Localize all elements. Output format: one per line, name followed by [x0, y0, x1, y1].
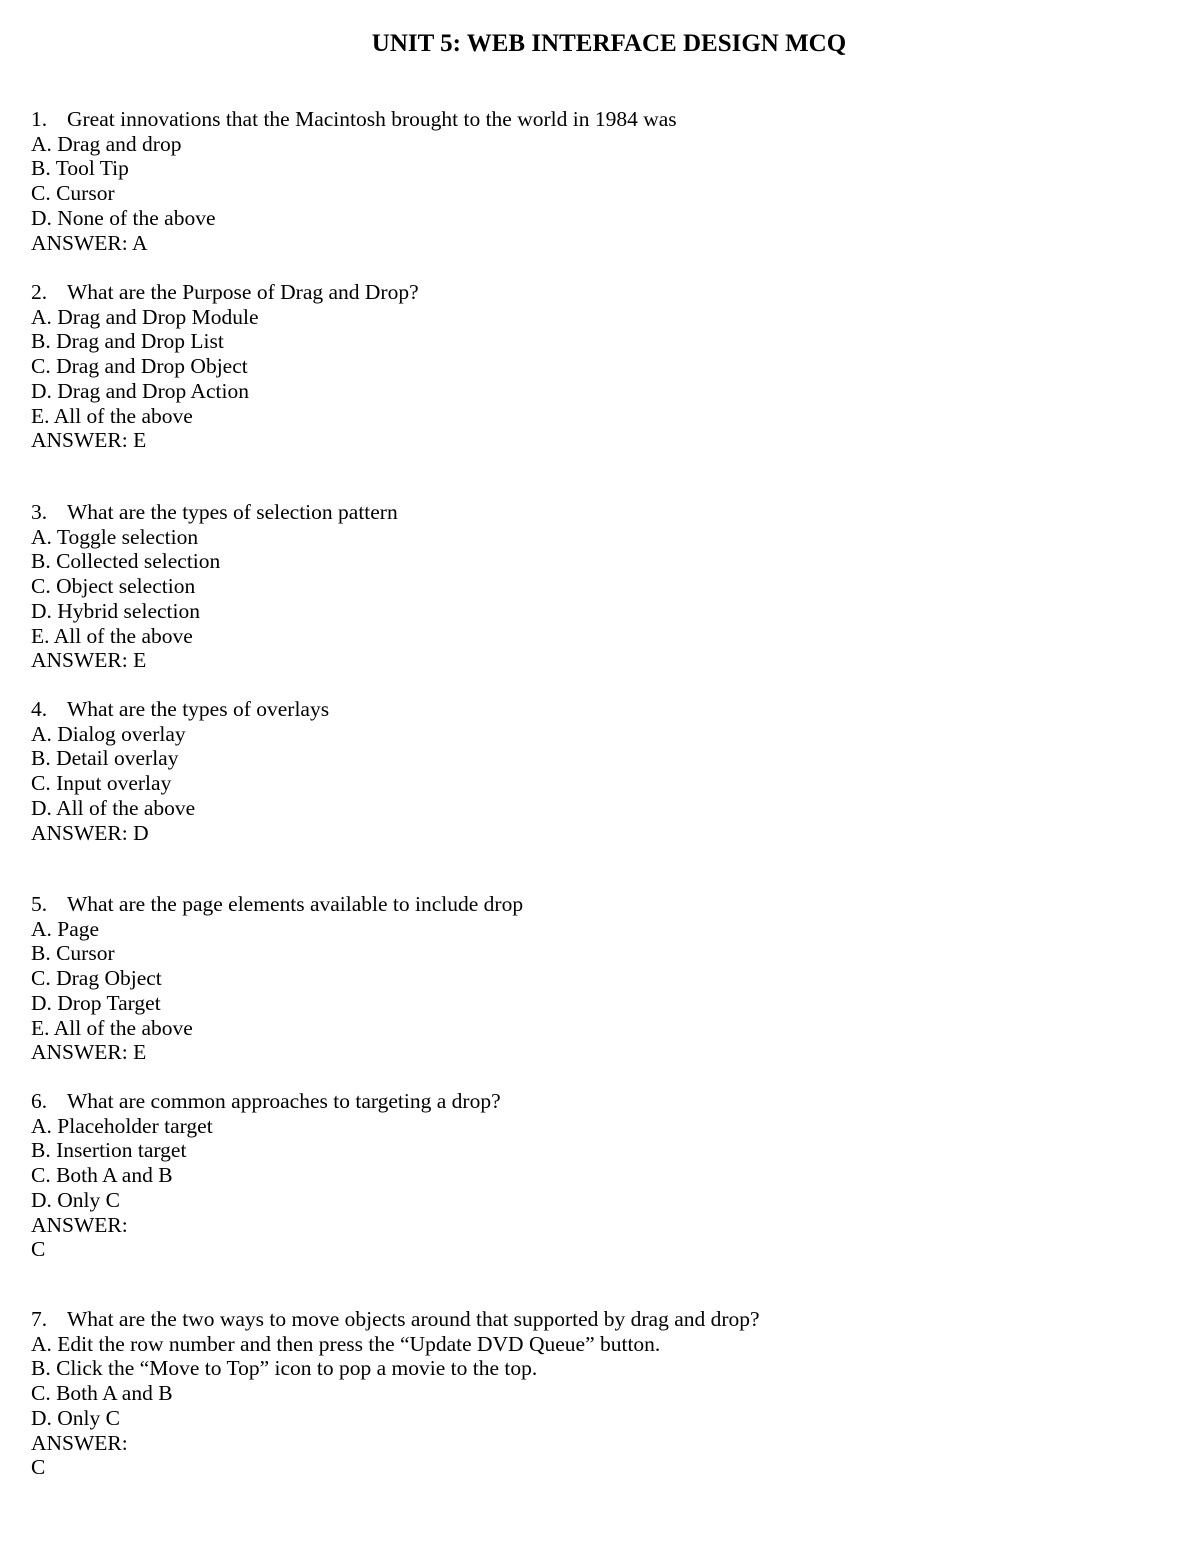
question-5	[31, 892, 523, 1065]
question-number: 7.	[31, 1307, 48, 1331]
question-stem	[31, 892, 523, 917]
option-c: C. Drag and Drop Object	[31, 354, 248, 379]
question-text: What are common approaches to targeting a drop?	[67, 1089, 501, 1113]
option-a: A. Drag and drop	[31, 131, 182, 156]
answer-line: ANSWER:	[31, 1212, 128, 1237]
option-d: D. Drop Target	[31, 990, 161, 1015]
question-number: 1.	[31, 107, 48, 131]
question-stem	[31, 1307, 760, 1332]
option-a: A. Drag and Drop Module	[31, 304, 259, 329]
option-c: C. Input overlay	[31, 771, 172, 796]
question-text: What are the page elements available to include drop	[67, 892, 524, 916]
option-b: B. Click the “Move to Top” icon to pop a movie to the top.	[31, 1356, 538, 1381]
option-d: D. Hybrid selection	[31, 598, 200, 623]
option-e: E. All of the above	[31, 1015, 193, 1040]
answer-line: ANSWER: E	[31, 648, 147, 673]
question-3	[31, 500, 398, 673]
option-b: B. Insertion target	[31, 1138, 187, 1163]
option-e: E. All of the above	[31, 403, 193, 428]
option-a: A. Page	[31, 916, 100, 941]
answer-value: C	[31, 1237, 46, 1262]
answer-line: ANSWER: D	[31, 820, 149, 845]
option-b: B. Cursor	[31, 941, 115, 966]
option-a: A. Placeholder target	[31, 1113, 213, 1138]
question-number: 5.	[31, 892, 48, 916]
question-number: 4.	[31, 697, 48, 721]
question-1	[31, 107, 677, 255]
option-b: B. Collected selection	[31, 549, 221, 574]
option-c: C. Both A and B	[31, 1381, 173, 1406]
question-text: What are the types of selection pattern	[67, 500, 398, 524]
answer-line: ANSWER: E	[31, 428, 147, 453]
answer-line: ANSWER: E	[31, 1040, 147, 1065]
option-a: A. Toggle selection	[31, 524, 199, 549]
page-title: UNIT 5: WEB INTERFACE DESIGN MCQ	[371, 30, 847, 57]
option-d: D. Only C	[31, 1187, 120, 1212]
question-stem	[31, 280, 419, 305]
question-4	[31, 697, 329, 845]
question-stem	[31, 1089, 501, 1114]
option-a: A. Dialog overlay	[31, 721, 186, 746]
question-7	[31, 1307, 760, 1480]
question-stem	[31, 697, 329, 722]
option-e: E. All of the above	[31, 623, 193, 648]
option-d: D. None of the above	[31, 205, 216, 230]
option-d: D. All of the above	[31, 795, 196, 820]
option-b: B. Tool Tip	[31, 156, 129, 181]
question-stem	[31, 107, 677, 132]
question-text: What are the types of overlays	[67, 697, 330, 721]
question-text: What are the Purpose of Drag and Drop?	[67, 280, 419, 304]
option-b: B. Drag and Drop List	[31, 329, 224, 354]
answer-line: ANSWER:	[31, 1430, 128, 1455]
question-number: 6.	[31, 1089, 48, 1113]
question-text: What are the two ways to move objects around that supported by drag and drop?	[67, 1307, 760, 1331]
option-d: D. Only C	[31, 1405, 120, 1430]
question-text: Great innovations that the Macintosh brought to the world in 1984 was	[67, 107, 677, 131]
option-b: B. Detail overlay	[31, 746, 179, 771]
option-c: C. Cursor	[31, 181, 115, 206]
option-a: A. Edit the row number and then press the “Update DVD Queue” button.	[31, 1331, 661, 1356]
answer-line: ANSWER: A	[31, 230, 148, 255]
question-number: 2.	[31, 280, 48, 304]
question-stem	[31, 500, 398, 525]
answer-value: C	[31, 1455, 46, 1480]
option-c: C. Drag Object	[31, 966, 162, 991]
option-d: D. Drag and Drop Action	[31, 378, 249, 403]
option-c: C. Both A and B	[31, 1163, 173, 1188]
option-c: C. Object selection	[31, 574, 196, 599]
question-number: 3.	[31, 500, 48, 524]
question-6	[31, 1089, 501, 1262]
question-2	[31, 280, 419, 453]
